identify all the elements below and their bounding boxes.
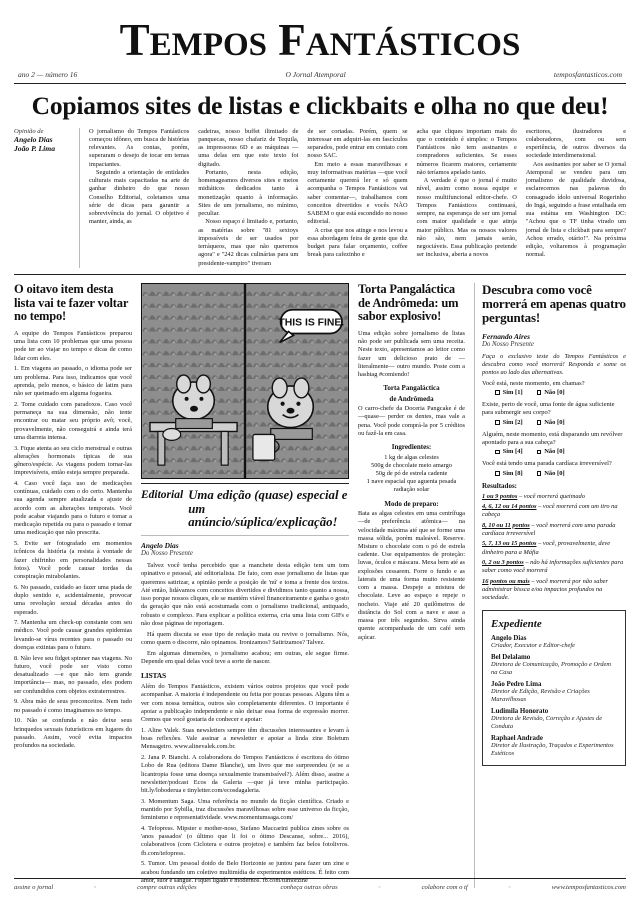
staff-role: Diretor de Edição, Revisão e Criações Maravilhosas [491,687,590,703]
option-label: Sim [1] [502,389,523,397]
list-item[interactable]: 5. Tumor. Um pessoal doido de Belo Horizonte se juntou para fazer um zine e acabou fundando um coletivo multimídia de experimentos estéticos. É feito com amor, suor e sangue. Fiquei ligado e modernos. fb.com/tumorzine [141,860,349,884]
quiz-author-sub: Do Nosso Presente [482,340,534,348]
paragraph: Em algumas dimensões, o jornalismo acabou; em outras, ele segue firme. Depende em qual delas você teve a sorte de nascer. [141,649,349,665]
byline [14,128,80,268]
recipe-description: O carro-chefe da Doceria Pangcake é de —quase— perder os dentes, mas vale a pena. Você pode comprá-la por 5 créditos ou fazê-la em casa. [358,405,465,437]
result-score: 4, 6, 12 ou 14 pontos [482,503,537,511]
checkbox-icon[interactable] [537,390,542,395]
result-item: 4, 6, 12 ou 14 pontos – você morrerá com um tiro na cabeça [482,503,618,519]
list-item: 7. Mantenha um check-up constante com seu médico. Você pode causar grandes epidemias levando-se vírus recentes para o passado ou doenças extintas para o futuro. [14,619,132,651]
list-item: 6. No passado, cuidado ao fazer uma piada de duplo sentido e, acidentalmente, provocar uma revolução sexual décadas antes do esperado. [14,583,132,616]
result-item: 1 ou 9 pontos – você morrerá queimado [482,492,585,500]
staff-name: João Pedro Lima [491,680,542,688]
list-item[interactable]: 1. Aline Valek. Suas newsletters sempre têm discussões interessantes e levam à boas reflexões. Vale assinar a newsletter e apoiar a linda zine Boletum Mensageiro. www.alinevalek.com.br. [141,726,349,751]
recipe-article [358,283,465,888]
list-item: 2. Tome cuidado com paradoxos. Caso você permaneça na sua dimensão, não tente encontrar ou matar seu próprio avô; você, provavelmente, não conseguirá e ainda terá uma diarreia intensa. [14,400,132,441]
byline-author-2: João P. Lima [14,144,55,154]
time-travel-headline: O oitavo item desta lista vai te fazer voltar no tempo! [14,281,128,324]
middle-zone [14,283,626,888]
title-tempos-rest: EMPOS [149,27,268,63]
staff-name: Raphael Andrade [491,734,543,742]
checkbox-icon[interactable] [495,471,500,476]
list-item: 1. Em viagens ao passado, o idioma pode ser um problema. Para isso, indicamos que você aprenda, pelo menos, o básico de latim para não ser queimado em alguma fogueira. [14,365,132,398]
footer-separator: ◦ [94,884,97,891]
list-item: 10. Não se confunda e não deixe seus brinquedos sexuais futurísticos em lugares do passado. Assim, você evita impactos profundos na sociedade. [14,717,132,750]
lead-column-3 [307,128,407,268]
editorial-author-sub: Do Nosso Presente [141,550,193,558]
editorial-banner [141,483,349,530]
staff-name: Bel Delalamo [491,653,531,661]
main-headline: Copiamos sites de listas e clickbaits e olha no que deu! [31,91,609,120]
paragraph: Portanto, nesta edição, homenageamos diversos sites e meios midiáticos dedicados tanto à monetização quanto à informação. Sites de um jornalismo, no mínimo, peculiar. [198,168,299,218]
result-score: 8, 10 ou 11 pontos [482,521,530,529]
prep-text: Bata as algas celestes em uma centrífuga —de preferência atômica— na velocidade máxima até que se forme uma massa sólida, porém maleável. Reserve. Misture o chocolate com o pó de estrela cadente. Use equipamentos de proteção: luvas, óculos e máscara. Mexa bem até as explosões cessarem. Forre o fundo e as laterais de uma forma muito resistente com a massa. Despeje a mistura de chocolate. Leve ao espaço e repeje o nocheio. Viaje até 20 quilômetros de distância do Sol com a nave e asse a massa por três segundos. Sirva ainda quente acompanhada de um café sem açúcar. [358,510,465,641]
recipe-intro: Uma edição sobre jornalismo de listas não pode ser publicada sem uma receita. Neste texto, apresentamos ao leitor como fazer um delicioso prato de —literalmente— outro mundo. Poste com a hashtag #comiendo! [358,330,465,379]
result-item: 16 pontos ou mais – você morrerá por não saber administrar bissca e/ou impactos profundos na sociedade. [482,577,608,602]
lead-column-4 [417,128,517,268]
staff-list [491,635,617,758]
list-item: 4. Caso você faça uso de medicações contínuas, cuidado com o do certo. Mantenha sua agenda sempre atualizada e ajuste de acordo com as alterações temporais. Você pode acabar viajando para o futuro e tomar a medicação repetida ou para o passado e tomar uma medicação que não prescrita. [14,479,132,537]
ingredient-item: 1 nave espacial que aguenta pesada radiação solar [366,478,457,494]
footer-link-1[interactable]: assine o jornal [14,884,54,891]
footer-bar [14,878,626,891]
paragraph: de ser cortadas. Porém, quem se interessar em adquiri-las em fascículos separados, pode entrar em contato com nosso SAC. [307,127,408,160]
ingredient-item: 1 kg de algas celestes [384,453,439,461]
option-label: Sim [8] [502,469,523,477]
footer-link-4[interactable]: colabore com o tf [421,884,468,891]
list-item: 3. Fique atenta ao seu ciclo menstrual e outras alterações hormonais típicas de sua gênero/espécie. As viagens podem tornar-las imprevisíveis, então esteja sempre preparada. [14,444,132,477]
option-label: Não [0] [544,418,565,426]
recipe-title-line1: Torta Pangaláctica [383,384,440,393]
option-label: Sim [2] [502,418,523,426]
prep-header: Modo de preparo: [384,499,439,508]
editorial-tag: Editorial [141,488,184,501]
editorial-author: Angelo Dias [141,541,179,551]
lead-article [14,128,626,275]
newspaper-title: TEMPOS FANTÁSTICOS [119,15,521,65]
footer-separator: ◦ [508,884,511,891]
quiz-options-3 [482,448,626,455]
footer-separator: ◦ [378,884,381,891]
result-score: 1 ou 9 pontos [482,492,518,500]
lead-column-5 [526,128,626,268]
staff-role: Diretora de Revisão, Correção e Ajustes de Conduta [491,714,603,730]
quiz-questions [482,380,626,477]
paragraph: Nosso espaço é limitado e, portanto, as matérias sobre "81 sextoys impossíveis de ser usados por terráqueos, mas que não queremos agora" e "242 dicas culinárias para um presidente-vampiro" tiveram [198,218,299,267]
title-fantasticos-rest: ANTÁSTICOS [305,27,521,63]
ingredients-header: Ingredientes: [391,443,432,452]
option-label: Não [0] [544,448,565,456]
editorial-headline: Uma edição (quase) especial e um anúncio/súplica/explicação! [188,487,348,530]
tagline: O Jornal Atemporal [285,70,346,79]
checkbox-icon[interactable] [537,450,542,455]
quiz-yes-option-4[interactable] [495,470,523,477]
paragraph: A crise que nos atinge e nos levou a essa abordagem feira de gente que diz budget para falar orçamento, coffee break para cafezinho e [307,226,408,259]
quiz-options-4 [482,470,626,477]
quiz-yes-option-3[interactable] [495,448,523,455]
footer-link-2[interactable]: compre outras edições [137,884,197,891]
quiz-question-3: Alguém, neste momento, está disparando um revólver apontado para a sua cabeça? [482,430,623,447]
results-header: Resultados: [482,481,518,490]
editorial-body [141,562,349,666]
quiz-yes-option-1[interactable] [495,389,523,396]
quiz-no-option-1[interactable] [537,389,565,396]
paragraph: Aos assinantes por saber se O jornal Atemporal se vendeu para um jornalismo de qualidade duvidosa, esclarecemos nas palavras do consagrado ídolo universal Rogerinho do Ingá, seguindo a frase entalhada em sua estátua em Washington DC: "Achou que o TF tinha virado um jornal de lista e clickbait para sempre? Achou errado, otário!". Na próxima edição, voltaremos à programação normal. [525,160,627,259]
byline-author-1: Angelo Dias [14,134,53,144]
quiz-author: Fernando Aires [482,331,530,341]
divider [141,535,349,536]
lead-column-1 [89,128,189,268]
quiz-column [474,283,626,888]
quiz-results [482,493,626,603]
lead-column-2 [198,128,298,268]
expediente-title: Expediente [491,617,542,630]
byline-opinion-label: Opinião de [14,127,44,135]
website-url[interactable]: temposfantasticos.com [553,70,622,79]
time-travel-intro: A equipe do Tempos Fantásticos preparou uma lista com 10 problemas que uma pessoa pode ter ao viajar no tempo e dicas de como lidar com eles. [14,330,132,362]
listas-intro: Além do Tempos Fantásticos, existem vários outros projetos que você pode acompanhar. A maioria é independente ou feita por poucas pessoas. Alguns têm a ver com nossa temática, outros são completamente diferentes. O importante é apoiar a publicação independente e não deixar essa forma de expressão morrer. Cremos que você gostaria de conhecer e apoiar: [141,683,349,724]
quiz-question-1: Você está, neste momento, em chamas? [482,379,585,387]
ingredient-item: 50g de pó de estrela cadente [375,469,448,477]
quiz-options-2 [482,419,626,426]
recipe-desc-wrap [358,405,465,438]
paragraph: Seguindo a orientação de entidades culturais mais capacitadas na arte de ganhar dinheiro do que nosso Conselho Editorial, coletamos uma série de dicas para garantir a sobrevivência do jornal. O objetivo é manter, ainda, as [89,168,190,226]
quiz-question-4: Você está tendo uma parada cardíaca irreversível? [482,460,612,468]
time-travel-body [14,330,132,750]
paragraph: cadeiras, nosso buffet ilimitado de panquecas, nosso chafariz de Tequila, as impressoras 6D e as máquinas —uma delas em que este texto foi digitado. [198,127,299,168]
list-item: 8. Não leve seu fidget spinner nas viagens. No futuro, você pode ser visto como desatualizado —e que não tem grande importância— mas, no passado, eles podem ser confundidos com objetos extraterrestres. [14,654,132,695]
recipe-intro-body [358,330,465,379]
quiz-headline: Descubra como você morrerá em apenas quatro perguntas! [482,281,626,326]
listas-header: LISTAS [141,671,166,680]
list-item[interactable]: 3. Momentum Saga. Uma referência no mundo da ficção científica. Criado e mantido por Sybilla, traz discussões maravilhosas sobre esse universo da ficção, feminismo e representatividade. www.momentumsaga.com/ [141,797,349,822]
issue-number: ano 2 — número 16 [18,70,78,79]
checkbox-icon[interactable] [495,420,500,425]
footer-link-3[interactable]: conheça outras obras [280,884,338,891]
paragraph: Há quem discuta se esse tipo de redação mata ou revive o jornalismo. Nós, como quem o discorre, não opinamos. Ironizamos? Satirizamos? Talvez. [141,630,349,646]
footer-separator: ◦ [237,884,240,891]
option-label: Não [0] [544,469,565,477]
checkbox-icon[interactable] [495,450,500,455]
quiz-yes-option-2[interactable] [495,419,523,426]
list-item: 5. Evite ser fotografado em momentos icônicos da história (a resista à vontade de fazer chifrinho em personalidades nessas fotos). Você pode causar tordas da conspiração mirabolantes. [14,540,132,581]
paragraph: Em meio a essas maravilhosas e muy informativas matérias —que você certamente quererá ler e só quem acompanha o Tempos Fantásticos vai saber comentar—, trabalhamos com conceitos divertidos e vocês NÃO SABEM o que está escondido no nosso editorial. [307,160,408,226]
staff-role: Diretor de Ilustração, Traçados e Experimentos Estéticos [491,741,614,757]
footer-link-5[interactable]: www.temposfantasticos.com [551,884,626,891]
quiz-question-2: Existe, perto de você, uma fonte de água suficiente para submergir seu corpo? [482,401,615,417]
quiz-options-1 [482,389,626,396]
staff-role: Criador, Executor e Editor-chefe [491,641,575,649]
ingredient-item: 500g de chocolate meio amargo [371,461,452,469]
result-score: 16 pontos ou mais [482,577,530,585]
list-item[interactable]: 4. Tefopress. Mipster e mother-noso, Stefano Maccarini publica zines sobre os 'anos passados' (o último que li foi o ótimo Descanse, sobre... 2016), colaborativos (com Ciclotera e outros projetos) e também faz belos fotolivros. fb.com/tefopress. [141,825,349,857]
quiz-no-option-3[interactable] [537,448,565,455]
quiz-no-option-4[interactable] [537,470,565,477]
paragraph: Talvez você tenha percebido que a manchete desta edição tem um tom opinativo e pessoal, até editorialista. De fato, com esse jornalismo de listas que queremos satirizar, a opinião perde a posição de 'nú' e toma a frente dos textos. Até então, lidávamos com conceitos divertidos e dividimos tanto quanto a nossa, isso porque nossos cliques, ele se mantém viável financeiramente e ganha o gosto da geração que não está acostumada com o jornalismo tradicional, antiquado, robusto e complexo. Para explicar a política externa, cria uma lista com GIFs e não dose páginas de reportagem. [141,562,349,627]
this-is-fine-comic [141,283,349,479]
staff-name: Angelo Dias [491,634,527,642]
result-score: 0, 2 ou 3 pontos [482,559,524,567]
quiz-no-option-2[interactable] [537,419,565,426]
option-label: Não [0] [544,389,565,397]
quiz-intro-wrap [482,353,626,378]
quiz-intro: Faça o exclusivo teste do Tempos Fantásticos e descubra como você morrerá! Responda e some os pontos ao lado das alternativas. [482,352,626,377]
masthead-meta [14,67,626,84]
expediente-box [482,610,626,766]
paragraph: A verdade é que o jornal é muito nível, assim como nossa equipe e nosso multifuncional editor-chefe. O Tempos Fantásticos continuará, sempre, na esperança de ser um jornal com maior qualidade e que atinja maior público. Mas os nossos valores não são, nem jamais serão, negociáveis. Essa publicação pretende ser inclusiva, aberta a novos [416,177,517,259]
comic-speech-text: THIS IS FINE. [278,317,345,329]
result-score: 5, 7, 13 ou 15 pontos [482,540,537,548]
recipe-headline: Torta Pangaláctica de Andrômeda: um sabor explosivo! [358,281,459,324]
list-item[interactable]: 2. Jana P. Bianchi. A colaboradora do Tempos Fantásticos é escritora do ótimo Lobo de Rua (editora Dame Blanche), um livro que me surpreendeu (e se a licantropia fosse uma doença sexualmente transmissível?). Além disso, assine a newsletter/podcast Ecos da Galeria —que já teve minha participação. bit.ly/loboderua e tinyletter.com/ecosdagaleria. [141,754,349,795]
staff-role: Diretora de Comunicação, Promoção e Ordem na Casa [491,660,611,676]
listas-body [141,683,349,885]
comic-and-editorial [141,283,349,888]
paragraph: escritores, ilustradores e colaboradores, com ou sem experiência, de outros diversos da sociedade interdimensional. [525,127,627,160]
time-travel-list-article [14,283,132,888]
list-item: 9. Abra mão de seus preconceitos. Nem tudo no passado é como imaginamos no tempo. [14,698,132,714]
recipe-title-line2: de Andrômeda [389,394,434,403]
result-item: 0, 2 ou 3 pontos – não há informações suficientes para saber como você morrerá [482,559,624,575]
prep-body [358,510,465,642]
result-item: 5, 7, 13 ou 15 pontos – você, provavelmente, deve dinheiro para a Máfia [482,540,611,556]
masthead [14,15,626,84]
checkbox-icon[interactable] [537,420,542,425]
checkbox-icon[interactable] [537,471,542,476]
staff-name: Ludimila Honorato [491,707,549,715]
checkbox-icon[interactable] [495,390,500,395]
result-item: 8, 10 ou 11 pontos – você morrerá com uma parada cardíaca irreversível [482,521,616,538]
paragraph: O jornalismo do Tempos Fantásticos começou idôneo, em busca de histórias relevantes. As contas, porém, superaram o desejo de tocar em temas impactantes. [89,127,190,168]
option-label: Sim [4] [502,448,523,456]
ingredients-list [358,454,465,495]
paragraph: acha que cliques importam mais do que o conteúdo é simples: o Tempos Fantásticos não tem assinantes e compradores suficientes. Se esses números ficarem maiores, certamente não teríamos apelado tanto. [416,127,517,176]
